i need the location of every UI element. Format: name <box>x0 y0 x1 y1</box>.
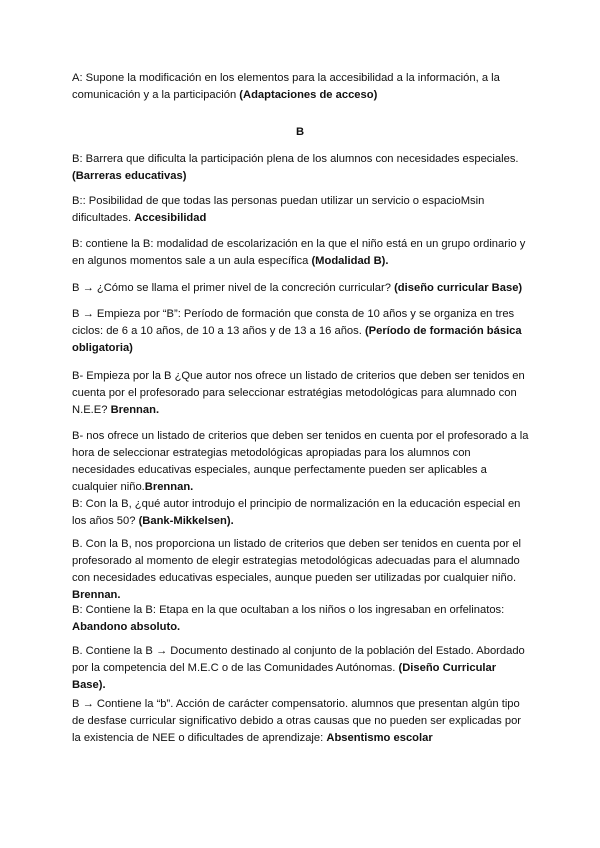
definition-answer: (Adaptaciones de acceso) <box>239 89 378 101</box>
definition-paragraph <box>72 643 532 694</box>
definition-text: B: Con la B, ¿qué autor introdujo el principio de normalización en la educación especial en los años 50? <box>72 498 521 527</box>
definition-paragraph <box>72 368 532 419</box>
definition-answer: Abandono absoluto. <box>72 621 181 633</box>
definition-answer: Accesibilidad <box>134 212 207 224</box>
definition-answer: (Período de formación básica obligatoria) <box>72 325 522 354</box>
definition-answer: (Bank-Mikkelsen). <box>138 515 234 527</box>
definition-answer: (Diseño Curricular Base). <box>72 662 497 691</box>
definition-paragraph <box>72 696 532 747</box>
definition-paragraph <box>72 306 532 357</box>
definition-text: B: Contiene la B: Etapa en la que ocultaban a los niños o los ingresaban en orfelinatos: <box>72 604 505 616</box>
definition-text: B → Contiene la “b”. Acción de carácter compensatorio. alumnos que presentan algún tipo de desfase curricular significativo debido a otras causas que no pueden ser explicadas por la existencia de NEE o dificultades de aprendizaje: <box>72 698 522 744</box>
definition-answer: Absentismo escolar <box>326 732 433 744</box>
definition-answer: Brennan. <box>72 589 121 601</box>
definition-text: B: Barrera que dificulta la participación plena de los alumnos con necesidades especiales. <box>72 153 519 165</box>
definition-paragraph <box>72 70 532 104</box>
definition-paragraph <box>72 280 532 297</box>
definition-paragraph <box>72 602 532 636</box>
definition-paragraph <box>72 193 532 227</box>
definition-answer: (Modalidad B). <box>311 255 389 267</box>
definition-answer: Brennan. <box>144 481 194 493</box>
definition-text: B: contiene la B: modalidad de escolarización en la que el niño está en un grupo ordinario y en algunos momentos sale a un aula específica <box>72 238 526 267</box>
definition-paragraph <box>72 496 532 530</box>
definition-answer: (diseño curricular Base) <box>394 282 523 294</box>
section-heading: B <box>295 126 305 138</box>
definition-text: B- nos ofrece un listado de criterios que deben ser tenidos en cuenta por el profesorado a la hora de seleccionar estrategias metodológicas apropiadas para los alumnos con necesidades educativas especiales, aunque perfectamente pueden ser aplicables a cualquier niño. <box>72 430 529 493</box>
definition-paragraph <box>72 428 532 496</box>
definition-text: B- Empieza por la B ¿Que autor nos ofrece un listado de criterios que deben ser tenidos en cuenta por el profesorado para seleccionar estratégias metodológicas para alumnado con N.E.E? <box>72 370 525 416</box>
definition-text: B. Con la B, nos proporciona un listado de criterios que deben ser tenidos en cuenta por el profesorado al momento de elegir estrategias metodológicas adecuadas para el alumnado con necesidades educativas especiales, aunque pueden ser utilizadas por cualquier niño. <box>72 538 522 584</box>
definition-text: B → Empieza por “B”: Período de formación que consta de 10 años y se organiza en tres ciclos: de 6 a 10 años, de 10 a 13 años y de 13 a 16 años. <box>72 308 515 337</box>
definition-paragraph <box>72 536 532 604</box>
definition-text: B. Contiene la B → Documento destinado al conjunto de la población del Estado. Abordado por la competencia del M.E.C o de las Comunidades Autónomas. <box>72 645 525 674</box>
definition-paragraph <box>72 236 532 270</box>
definition-answer: (Barreras educativas) <box>72 170 187 182</box>
definition-text: B → ¿Cómo se llama el primer nivel de la concreción curricular? <box>72 282 395 294</box>
definition-text: A: Supone la modificación en los elementos para la accesibilidad a la información, a la comunicación y a la participación <box>72 72 500 101</box>
definition-text: B:: Posibilidad de que todas las personas puedan utilizar un servicio o espacioMsin dificultades. <box>72 195 485 224</box>
definition-answer: Brennan. <box>110 404 160 416</box>
definition-paragraph <box>72 151 532 185</box>
